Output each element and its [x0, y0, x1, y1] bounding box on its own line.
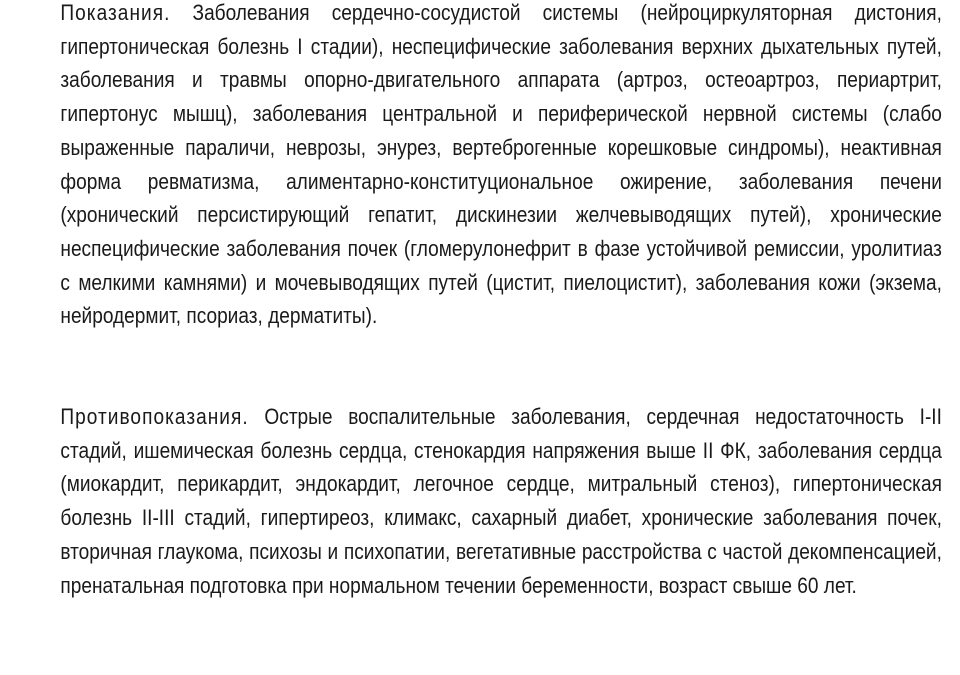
indications-body: Заболевания сердечно-сосудистой системы (нейроциркуляторная дистония, гипертоническая болезнь I стадии), неспецифические заболевания верхних дыхательных путей, заболевания и травмы опорно-двигательного аппарата (артроз, остеоартроз, периартрит, гипертонус мышц), заболевания центральной и периферической нервной системы (слабо выраженные параличи, неврозы, энурез, вертеброгенные корешковые синдромы), неактивная форма ревматизма, алиментарно-конституциональное ожирение, заболевания печени (хронический персистирующий гепатит, дискинезии желчевыводящих путей), хронические неспецифические заболевания почек (гломерулонефрит в фазе устойчивой ремиссии, уролитиаз с мелкими камнями) и мочевыводящих путей (цистит, пиелоцистит), заболевания кожи (экзема, нейродермит, псориаз, дерматиты). [60, 0, 942, 329]
contraindications-heading: Противопоказания. [60, 404, 249, 429]
contraindications-body: Острые воспалительные заболевания, сердечная недостаточность I-II стадий, ишемическая болезнь сердца, стенокардия напряжения выше II ФК, заболевания сердца (миокардит, перикардит, эндокардит, легочное сердце, митральный стеноз), гипертоническая болезнь II-III стадий, гипертиреоз, климакс, сахарный диабет, хронические заболевания почек, вторичная глаукома, психозы и психопатии, вегетативные расстройства с частой декомпенсацией, пренатальная подготовка при нормальном течении беременности, возраст свыше 60 лет. [60, 404, 942, 598]
indications-heading: Показания. [60, 0, 171, 25]
contraindications-paragraph [26, 400, 942, 602]
indications-paragraph [26, 0, 942, 333]
